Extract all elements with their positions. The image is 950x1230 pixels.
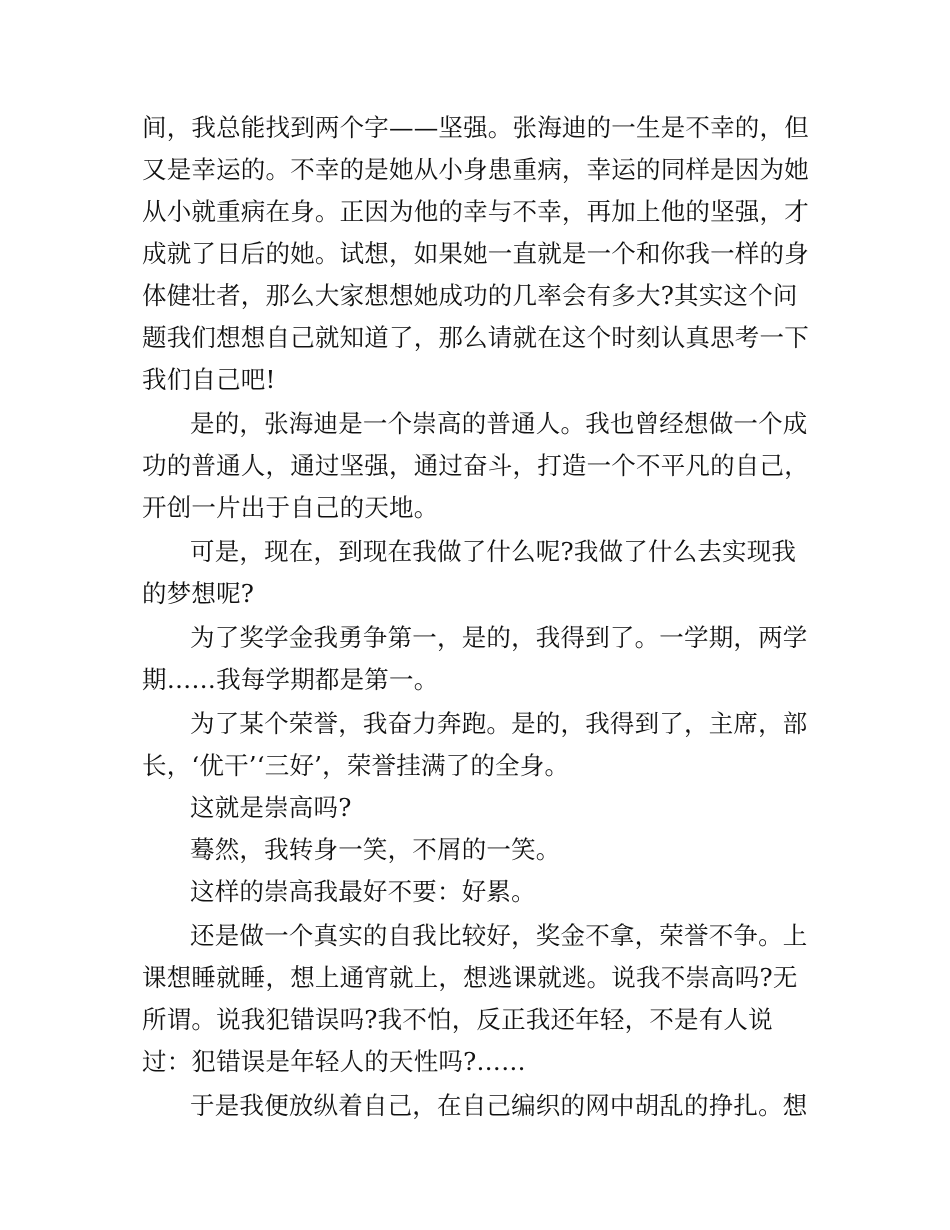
text-line: 所谓。说我犯错误吗?我不怕，反正我还年轻，不是有人说 xyxy=(142,1005,773,1034)
paragraph-start-line: 这样的崇高我最好不要：好累。 xyxy=(190,877,536,906)
text-line: 又是幸运的。不幸的是她从小身患重病，幸运的同样是因为她 xyxy=(142,155,809,184)
paragraph-start-line: 这就是崇高吗? xyxy=(190,793,352,822)
text-line: 开创一片出于自己的天地。 xyxy=(142,493,439,522)
text-line: 期……我每学期都是第一。 xyxy=(142,665,439,694)
text-line: 过：犯错误是年轻人的天性吗?…… xyxy=(142,1047,526,1076)
text-line: 的梦想呢? xyxy=(142,579,255,608)
text-line: 体健壮者，那么大家想想她成功的几率会有多大?其实这个问 xyxy=(142,281,798,310)
text-line: 长，‘优干’‘三好’，荣誉挂满了的全身。 xyxy=(142,751,570,780)
text-line: 间，我总能找到两个字——坚强。张海迪的一生是不幸的，但 xyxy=(142,113,809,142)
text-line: 我们自己吧! xyxy=(142,365,276,394)
paragraph-start-line: 是的，张海迪是一个崇高的普通人。我也曾经想做一个成 xyxy=(190,409,808,438)
text-line: 从小就重病在身。正因为他的幸与不幸，再加上他的坚强，才 xyxy=(142,197,809,226)
text-line: 题我们想想自己就知道了，那么请就在这个时刻认真思考一下 xyxy=(142,323,809,352)
text-line: 成就了日后的她。试想，如果她一直就是一个和你我一样的身 xyxy=(142,239,809,268)
paragraph-start-line: 蓦然，我转身一笑，不屑的一笑。 xyxy=(190,835,561,864)
paragraph-start-line: 为了奖学金我勇争第一，是的，我得到了。一学期，两学 xyxy=(190,623,808,652)
text-line: 课想睡就睡，想上通宵就上，想逃课就逃。说我不崇高吗?无 xyxy=(142,963,798,992)
text-line: 功的普通人，通过坚强，通过奋斗，打造一个不平凡的自己， xyxy=(142,451,809,480)
paragraph-start-line: 为了某个荣誉，我奋力奔跑。是的，我得到了，主席，部 xyxy=(190,709,808,738)
paragraph-start-line: 还是做一个真实的自我比较好，奖金不拿，荣誉不争。上 xyxy=(190,921,808,950)
paragraph-start-line: 可是，现在，到现在我做了什么呢?我做了什么去实现我 xyxy=(190,537,797,566)
paragraph-start-line: 于是我便放纵着自己，在自己编织的网中胡乱的挣扎。想 xyxy=(190,1091,808,1120)
